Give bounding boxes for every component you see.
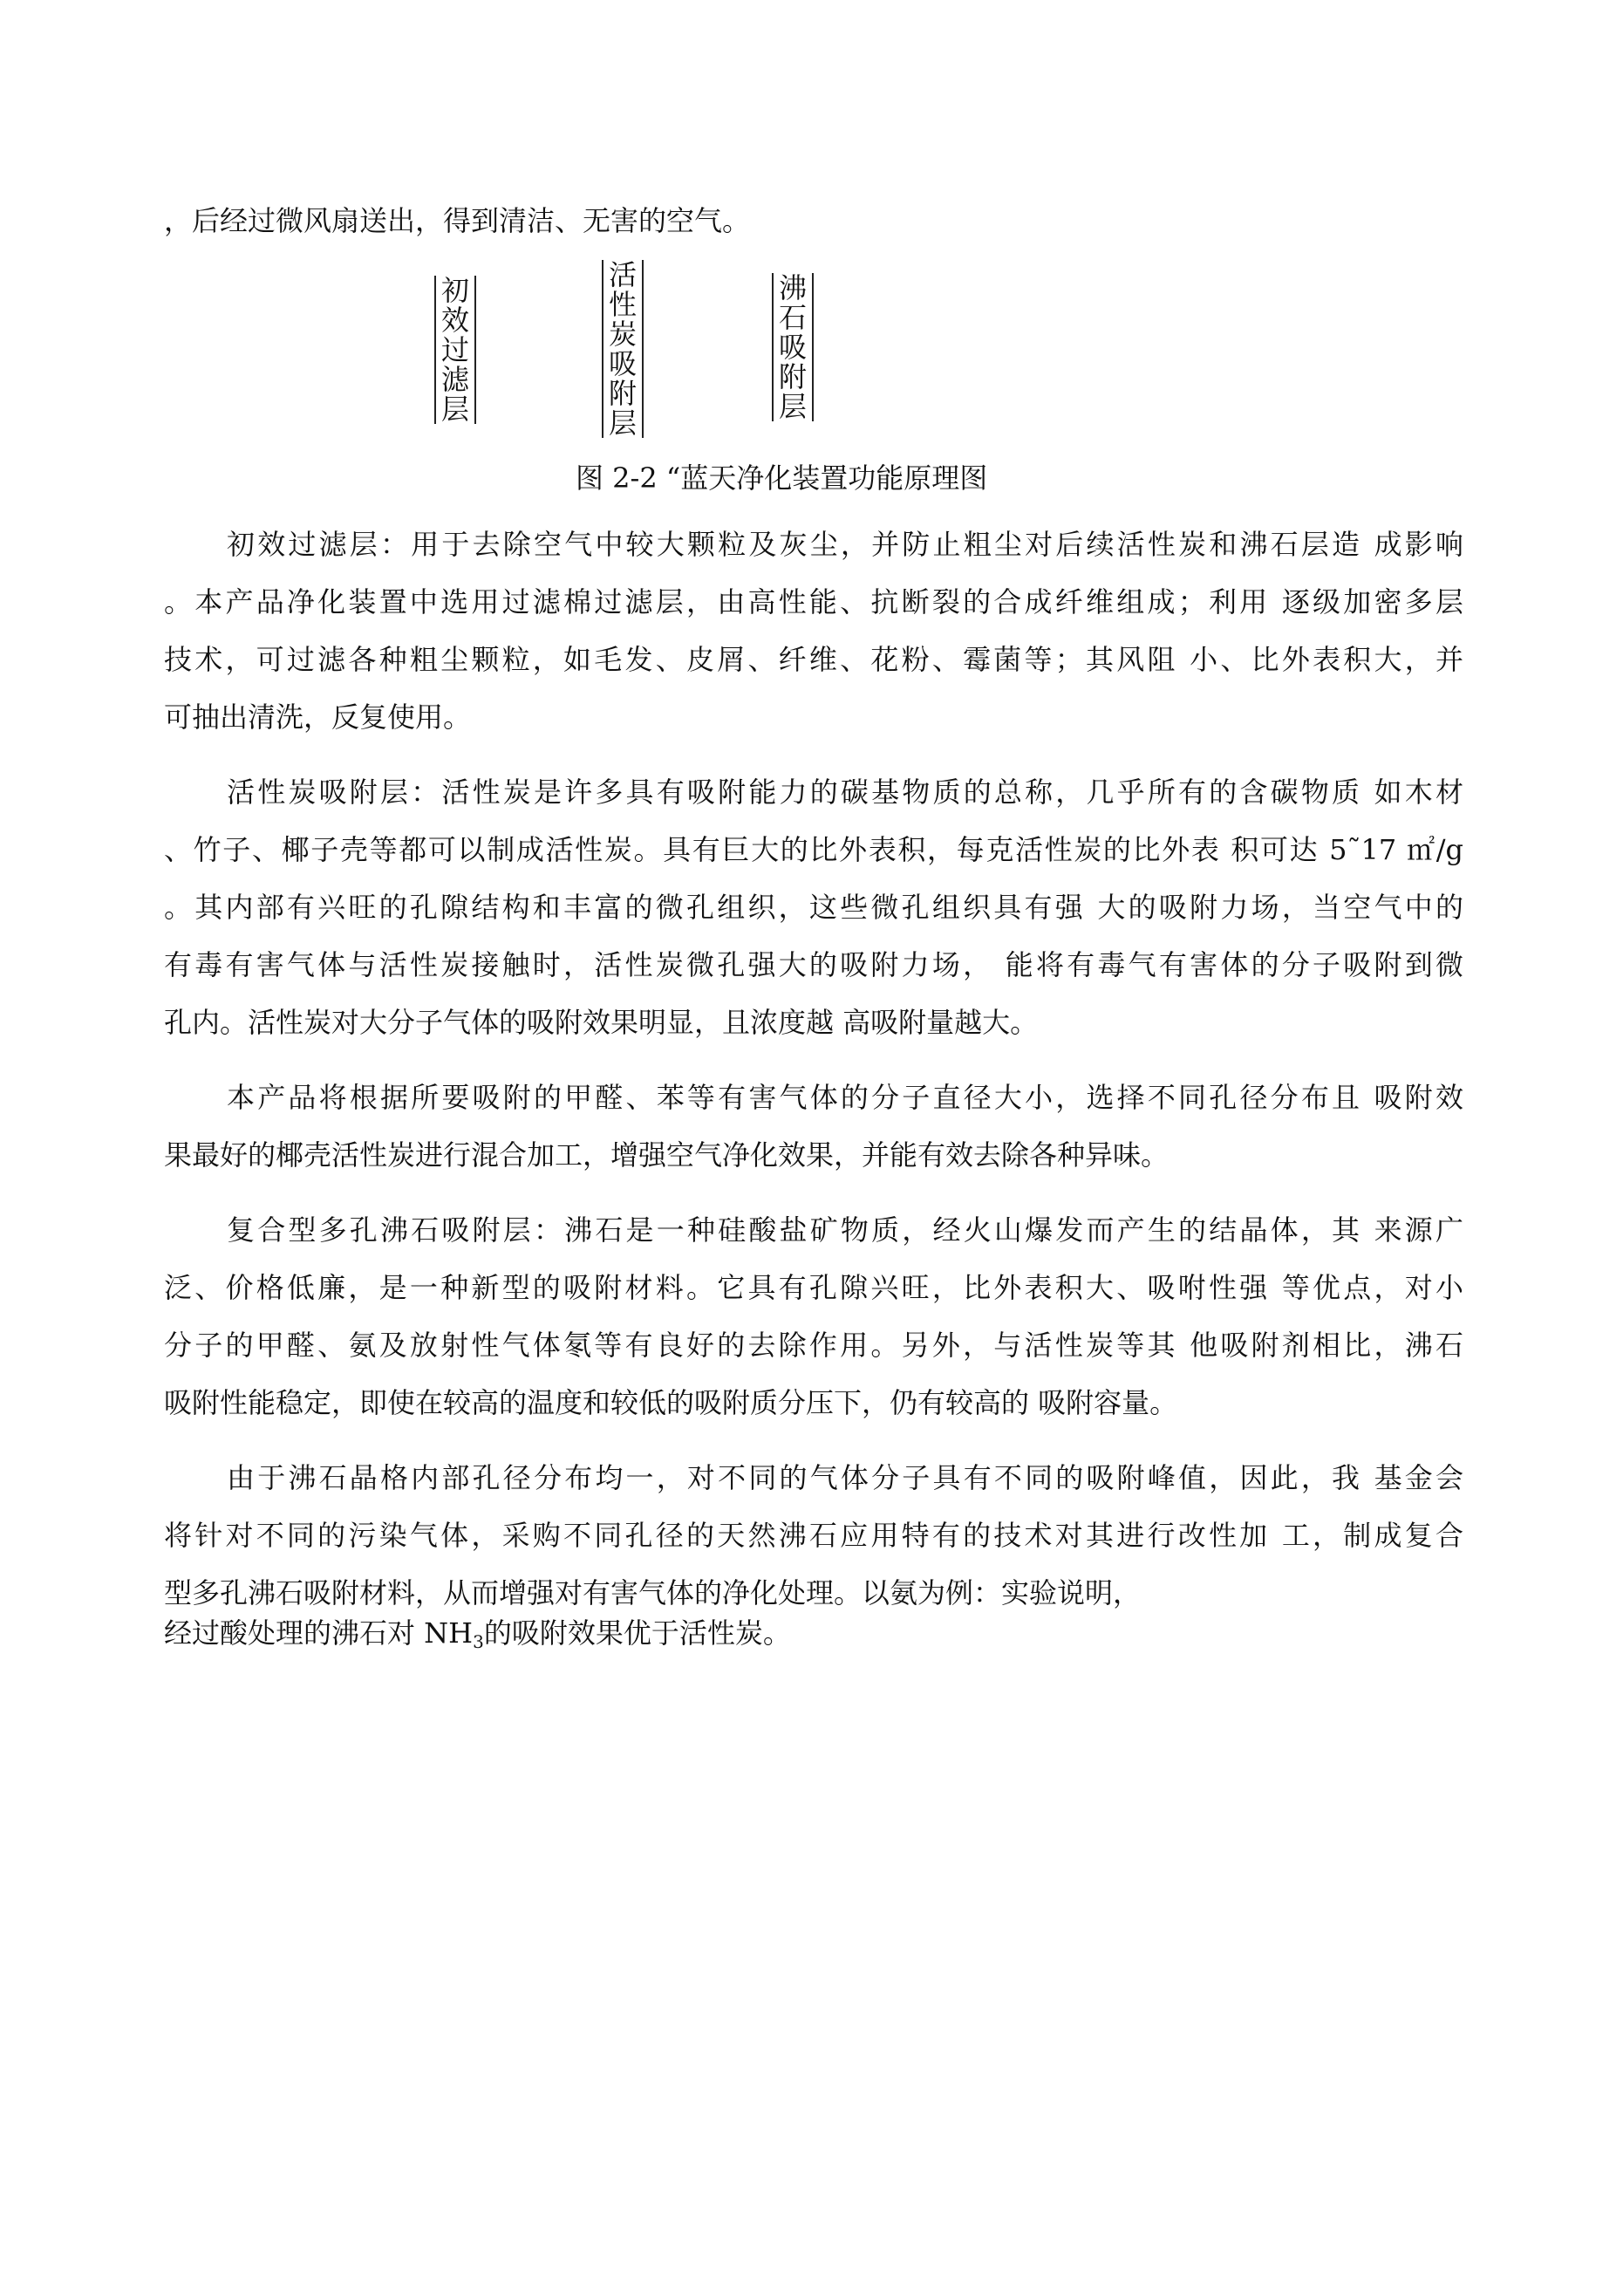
paragraph-1-line-2: 。本产品净化装置中选用过滤棉过滤层，由高性能、抗断裂的合成纤维组成；利用 逐级加密多层 <box>164 585 1463 618</box>
diagram-char: 初 <box>441 274 470 307</box>
final-line-before: 经过酸处理的沸石对 NH <box>164 1616 474 1650</box>
paragraph-3-line-1: 本产品将根据所要吸附的甲醛、苯等有害气体的分子直径大小，选择不同孔径分布且 吸附效 <box>227 1081 1463 1114</box>
paragraph-1-line-3: 技术，可过滤各种粗尘颗粒，如毛发、皮屑、纤维、花粉、霉菌等；其风阻 小、比外表积大，并 <box>164 643 1463 676</box>
diagram-char: 炭 <box>609 318 638 351</box>
nh3-subscript: 3 <box>473 1631 484 1652</box>
figure-caption: 图 2-2 “蓝天净化装置功能原理图 <box>576 461 988 495</box>
paragraph-4-line-3: 分子的甲醛、氨及放射性气体氡等有良好的去除作用。另外，与活性炭等其 他吸附剂相比，沸石 <box>164 1329 1463 1362</box>
diagram-char: 沸 <box>779 271 808 304</box>
final-line-after: 的吸附效果优于活性炭。 <box>483 1616 791 1650</box>
diagram-char: 石 <box>779 301 808 334</box>
diagram-box-primary-filter <box>434 276 476 424</box>
intro-line: ，后经过微风扇送出，得到清洁、无害的空气。 <box>164 204 751 237</box>
paragraph-3-line-2: 果最好的椰壳活性炭进行混合加工，增强空气净化效果，并能有效去除各种异味。 <box>164 1138 1170 1172</box>
diagram-char: 层 <box>779 390 808 423</box>
diagram-char: 层 <box>441 393 470 426</box>
diagram-char: 效 <box>441 304 470 337</box>
diagram-char: 滤 <box>441 363 470 396</box>
paragraph-5-line-2: 将针对不同的污染气体，采购不同孔径的天然沸石应用特有的技术对其进行改性加 工，制成复合 <box>164 1519 1463 1552</box>
diagram-char: 附 <box>609 377 638 410</box>
diagram-char: 附 <box>779 360 808 393</box>
paragraph-1-line-4: 可抽出清洗，反复使用。 <box>164 700 472 734</box>
paragraph-2-line-4: 有毒有害气体与活性炭接触时，活性炭微孔强大的吸附力场， 能将有毒气有害体的分子吸附到微 <box>164 948 1463 981</box>
diagram-char: 层 <box>609 407 638 440</box>
diagram-char: 性 <box>609 288 638 321</box>
paragraph-5-line-3: 型多孔沸石吸附材料，从而增强对有害气体的净化处理。以氨为例：实验说明， <box>164 1576 1142 1609</box>
diagram-char: 过 <box>441 333 470 366</box>
paragraph-4-line-1: 复合型多孔沸石吸附层：沸石是一种硅酸盐矿物质，经火山爆发而产生的结晶体，其 来源广 <box>227 1213 1463 1247</box>
diagram-box-zeolite <box>772 273 814 421</box>
paragraph-2-line-3: 。其内部有兴旺的孔隙结构和丰富的微孔组织，这些微孔组织具有强 大的吸附力场，当空气中的 <box>164 891 1463 924</box>
diagram-char: 活 <box>609 258 638 291</box>
paragraph-4-line-2: 泛、价格低廉，是一种新型的吸附材料。它具有孔隙兴旺，比外表积大、吸咐性强 等优点，对小 <box>164 1271 1463 1304</box>
final-line <box>164 1616 1463 1659</box>
diagram-char: 吸 <box>779 331 808 364</box>
paragraph-2-line-5: 孔内。活性炭对大分子气体的吸附效果明显，且浓度越 高吸附量越大。 <box>164 1006 1039 1039</box>
diagram-char: 吸 <box>609 347 638 380</box>
paragraph-5-line-1: 由于沸石晶格内部孔径分布均一，对不同的气体分子具有不同的吸附峰值，因此，我 基金会 <box>227 1461 1463 1494</box>
paragraph-2-line-1: 活性炭吸附层：活性炭是许多具有吸附能力的碳基物质的总称，几乎所有的含碳物质 如木材 <box>227 776 1463 809</box>
paragraph-4-line-4: 吸附性能稳定，即使在较高的温度和较低的吸附质分压下，仍有较高的 吸附容量。 <box>164 1386 1178 1419</box>
diagram-box-activated-carbon <box>602 260 644 438</box>
paragraph-2-line-2: 、竹子、椰子壳等都可以制成活性炭。具有巨大的比外表积，每克活性炭的比外表 积可达 5˜17 ㎡/g <box>164 833 1463 866</box>
paragraph-1-line-1: 初效过滤层：用于去除空气中较大颗粒及灰尘，并防止粗尘对后续活性炭和沸石层造 成影响 <box>227 528 1463 561</box>
